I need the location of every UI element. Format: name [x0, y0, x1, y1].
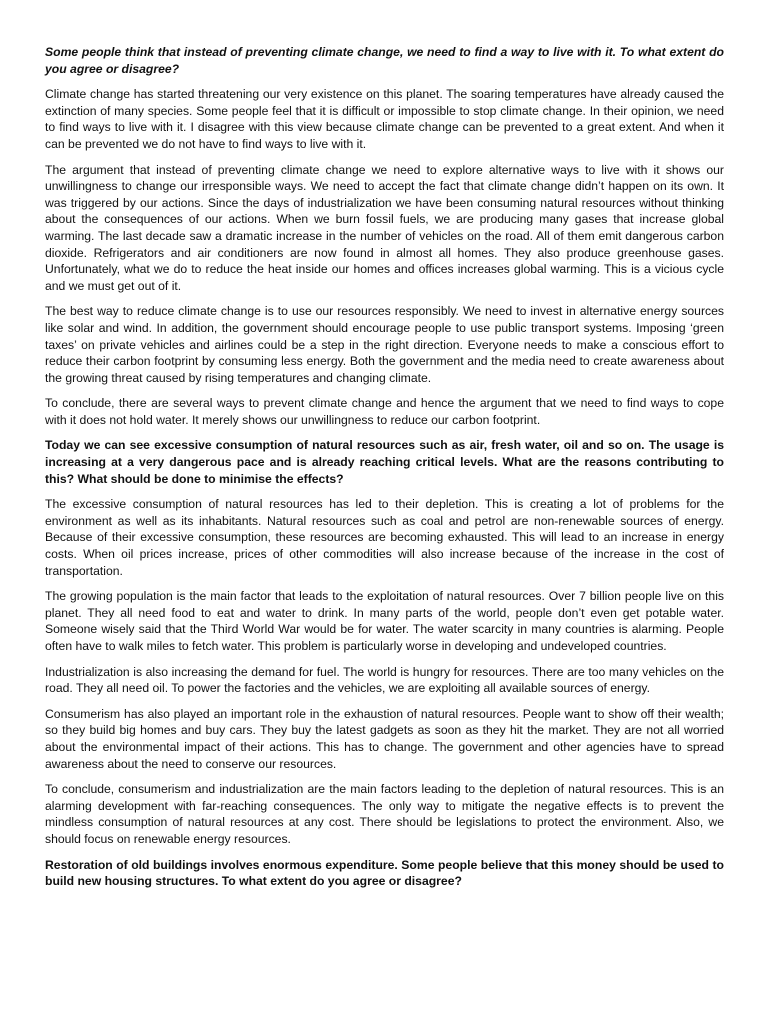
- essay-1-introduction: Climate change has started threatening our very existence on this planet. The soaring temperatures have already caused the extinction of many species. Some people feel that it is difficult or impossible to stop climate change. In their opinion, we need to find ways to live with it. I disagree with this view because climate change can be prevented to a great extent. And when it can be prevented we do not have to find ways to live with it.: [45, 87, 724, 151]
- essay-question-2: Today we can see excessive consumption of natural resources such as air, fresh water, oil and so on. The usage is increasing at a very dangerous pace and is already reaching critical levels. What are the reasons contributing to this? What should be done to minimise the effects?: [45, 438, 724, 486]
- essay-2-body-paragraph-3: Consumerism has also played an important role in the exhaustion of natural resources. People want to show off their wealth; so they build big homes and buy cars. They buy the latest gadgets as soon as they hit the market. They are not all worried about the environmental impact of their actions. This has to change. The government and other agencies have to spread awareness about the need to conserve our resources.: [45, 706, 724, 771]
- essay-1-body-paragraph-1: The argument that instead of preventing climate change we need to explore alternative ways to live with it shows our unwillingness to change our irresponsible ways. We need to accept the fact that climate change didn’t happen on its own. It was triggered by our actions. Since the days of industrialization we have been consuming natural resources without thinking about the consequences of our actions. When we burn fossil fuels, we are producing many gases that increase global warming. The last decade saw a dramatic increase in the number of vehicles on the road. All of them emit dangerous carbon dioxide. Refrigerators and air conditioners are now found in almost all homes. They also produce greenhouse gases. Unfortunately, what we do to reduce the heat inside our homes and offices increases global warming. This is a vicious cycle and we must get out of it.: [45, 162, 724, 293]
- essay-question-1: Some people think that instead of preventing climate change, we need to find a way to live with it. To what extent do you agree or disagree?: [45, 45, 724, 76]
- essay-2-introduction: The excessive consumption of natural resources has led to their depletion. This is creating a lot of problems for the environment as well as its inhabitants. Natural resources such as coal and petrol are non-renewable sources of energy. Because of their excessive consumption, these resources are becoming exhausted. This will lead to an increase in energy costs. When oil prices increase, prices of other commodities will also increase because of the increase in the cost of transportation.: [45, 497, 724, 578]
- document-page: [45, 44, 724, 899]
- essay-2-body-paragraph-1: The growing population is the main factor that leads to the exploitation of natural resources. Over 7 billion people live on this planet. They all need food to eat and water to drink. In many parts of the world, people don’t even get potable water. Someone wisely said that the Third World War would be for water. The water scarcity in many countries is alarming. People often have to walk miles to fetch water. This problem is particularly worse in developing and undeveloped countries.: [45, 589, 724, 653]
- essay-question-3: Restoration of old buildings involves enormous expenditure. Some people believe that this money should be used to build new housing structures. To what extent do you agree or disagree?: [45, 857, 724, 889]
- essay-2-body-paragraph-2: Industrialization is also increasing the demand for fuel. The world is hungry for resources. There are too many vehicles on the road. They all need oil. To power the factories and the vehicles, we are exploiting all available sources of energy.: [45, 664, 724, 696]
- essay-1-conclusion: To conclude, there are several ways to prevent climate change and hence the argument that we need to find ways to cope with it does not hold water. It merely shows our unwillingness to reduce our carbon footprint.: [45, 396, 724, 427]
- essay-2-conclusion: To conclude, consumerism and industrialization are the main factors leading to the depletion of natural resources. This is an alarming development with far-reaching consequences. The only way to mitigate the negative effects is to prevent the mindless consumption of natural resources at any cost. There should be legislations to protect the environment. Also, we should focus on renewable energy resources.: [45, 782, 724, 846]
- essay-1-body-paragraph-2: The best way to reduce climate change is to use our resources responsibly. We need to invest in alternative energy sources like solar and wind. In addition, the government should encourage people to use public transport systems. Imposing ‘green taxes’ on private vehicles and airlines could be a step in the right direction. Everyone needs to make a conscious effort to reduce their carbon footprint by consuming less energy. Both the government and the media need to create awareness about the growing threat caused by rising temperatures and changing climate.: [45, 304, 724, 385]
